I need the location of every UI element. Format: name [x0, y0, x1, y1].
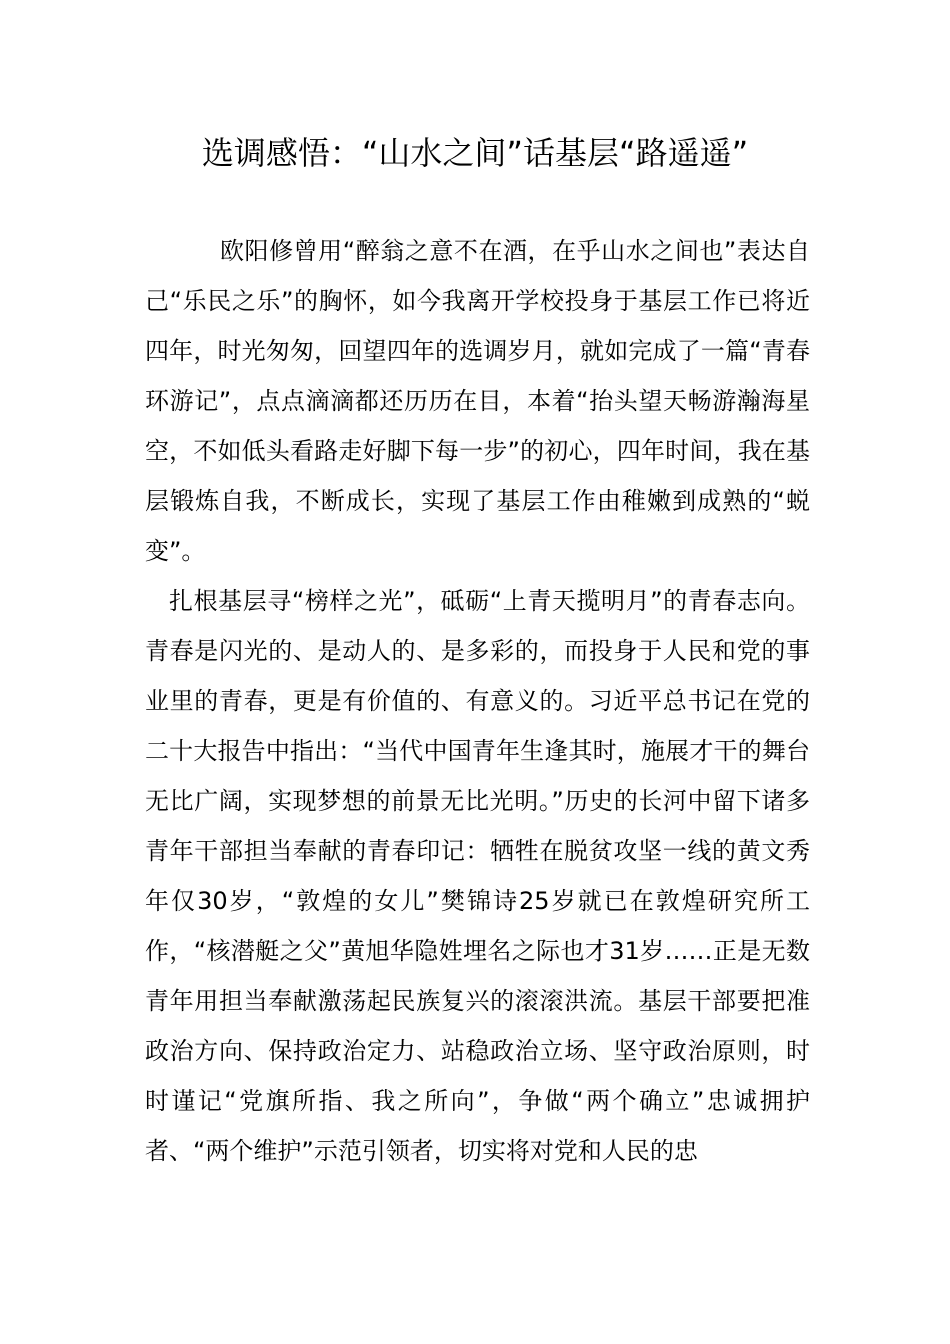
paragraph-body: 扎根基层寻“榜样之光”，砥砺“上青天揽明月”的青春志向。青春是闪光的、是动人的、是多彩的，而投身于人民和党的事业里的青春，更是有价值的、有意义的。习近平总书记在党的二十大报告中指出：“当代中国青年生逢其时，施展才干的舞台无比广阔，实现梦想的前景无比光明。”历史的长河中留下诸多青年干部担当奉献的青春印记：牺牲在脱贫攻坚一线的黄文秀年仅30岁，“敦煌的女儿”樊锦诗25岁就已在敦煌研究所工作，“核潜艇之父”黄旭华隐姓埋名之际也才31岁……正是无数青年用担当奉献激荡起民族复兴的滚滚洪流。基层干部要把准政治方向、保持政治定力、站稳政治立场、坚守政治原则，时时谨记“党旗所指、我之所向”，争做“两个确立”忠诚拥护者、“两个维护”示范引领者，切实将对党和人民的忠: [145, 587, 810, 1165]
paragraph-intro: 欧阳修曾用“醉翁之意不在酒，在乎山水之间也”表达自己“乐民之乐”的胸怀，如今我离开学校投身于基层工作已将近四年，时光匆匆，回望四年的选调岁月，就如完成了一篇“青春环游记”，点点滴滴都还历历在目，本着“抬头望天畅游瀚海星空，不如低头看路走好脚下每一步”的初心，四年时间，我在基层锻炼自我，不断成长，实现了基层工作由稚嫩到成熟的“蜕变”。: [145, 237, 810, 565]
document-title: 选调感悟：“山水之间”话基层“路遥遥”: [201, 134, 749, 172]
